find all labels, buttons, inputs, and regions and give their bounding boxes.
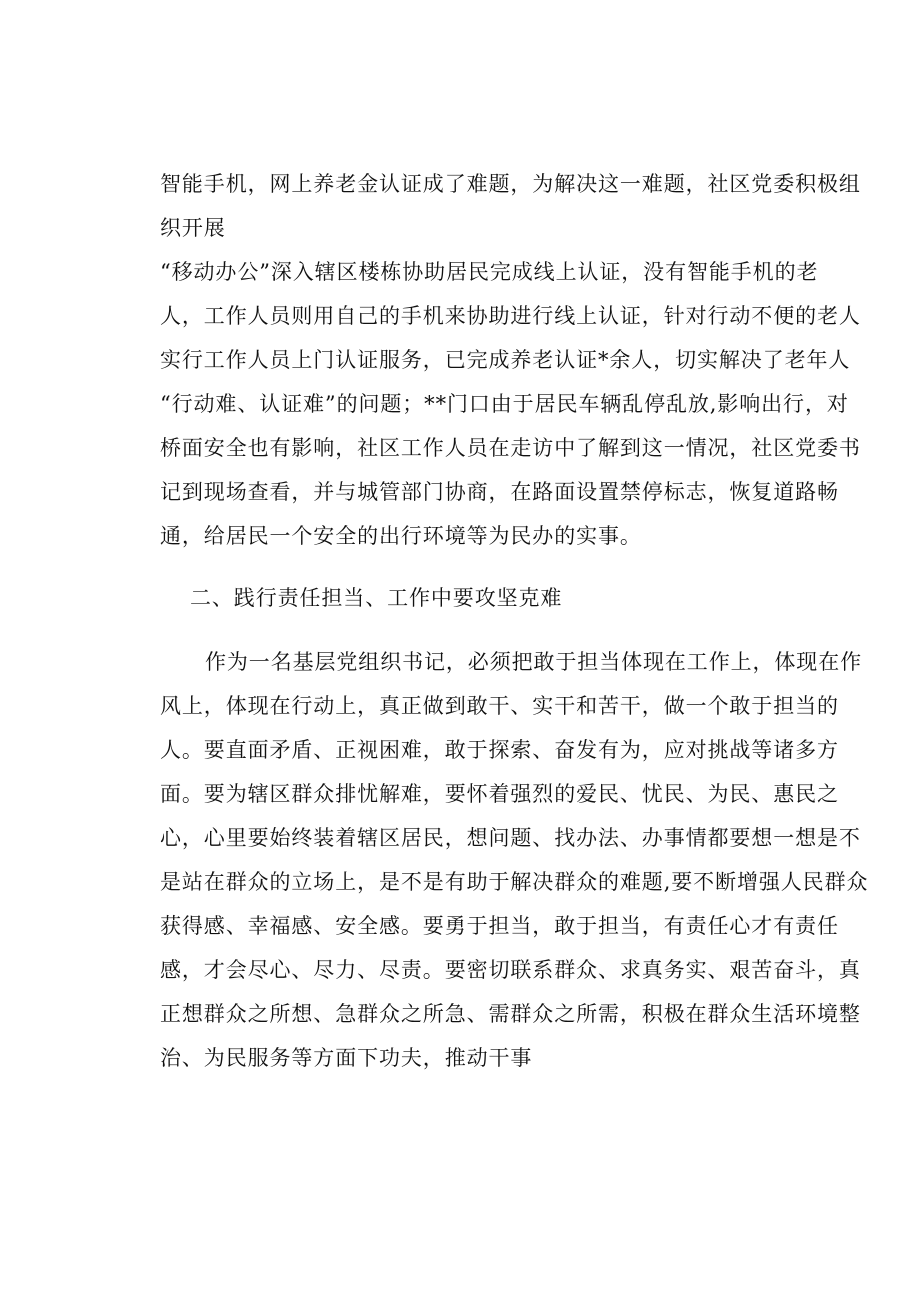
paragraph-1-line: “移动办公”深入辖区楼栋协助居民完成线上认证，没有智能手机的老 (160, 260, 819, 284)
paragraph-1-line: 记到现场查看，并与城管部门协商，在路面设置禁停标志，恢复道路畅 (160, 480, 839, 504)
paragraph-2-line: 获得感、幸福感、安全感。要勇于担当，敢于担当，有责任心才有责任 (160, 914, 839, 938)
paragraph-2-line: 面。要为辖区群众排忧解难，要怀着强烈的爱民、忧民、为民、惠民之 (160, 782, 839, 806)
paragraph-1-line: “行动难、认证难”的问题；**门口由于居民车辆乱停乱放,影响出行，对 (160, 392, 849, 416)
paragraph-1-line: 人，工作人员则用自己的手机来协助进行线上认证，针对行动不便的老人 (160, 304, 861, 328)
paragraph-1-line: 通，给居民一个安全的出行环境等为民办的实事。 (160, 524, 642, 548)
paragraph-1-line: 桥面安全也有影响，社区工作人员在走访中了解到这一情况，社区党委书 (160, 436, 861, 460)
paragraph-1-line: 智能手机，网上养老金认证成了难题，为解决这一难题，社区党委积极组 (160, 172, 861, 196)
paragraph-2-line: 风上，体现在行动上，真正做到敢干、实干和苦干，做一个敢于担当的 (160, 694, 839, 718)
paragraph-2-line: 感，才会尽心、尽力、尽责。要密切联系群众、求真务实、艰苦奋斗，真 (160, 958, 861, 982)
paragraph-1-line: 实行工作人员上门认证服务，已完成养老认证*余人，切实解决了老年人 (160, 348, 851, 372)
section-heading: 二、践行责任担当、工作中要攻坚克难 (190, 586, 563, 610)
paragraph-2-line: 正想群众之所想、急群众之所急、需群众之所需，积极在群众生活环境整 (160, 1002, 861, 1026)
paragraph-2-line: 治、为民服务等方面下功夫，推动干事 (160, 1046, 533, 1070)
paragraph-2-line: 心，心里要始终装着辖区居民，想问题、找办法、办事情都要想一想是不 (160, 826, 861, 850)
paragraph-1-line: 织开展 (160, 216, 226, 240)
paragraph-2-line: 作为一名基层党组织书记，必须把敢于担当体现在工作上，体现在作 (205, 650, 862, 674)
paragraph-2-line: 人。要直面矛盾、正视困难，敢于探索、奋发有为，应对挑战等诸多方 (160, 738, 839, 762)
paragraph-2-line: 是站在群众的立场上，是不是有助于解决群众的难题,要不断增强人民群众 (160, 870, 869, 894)
